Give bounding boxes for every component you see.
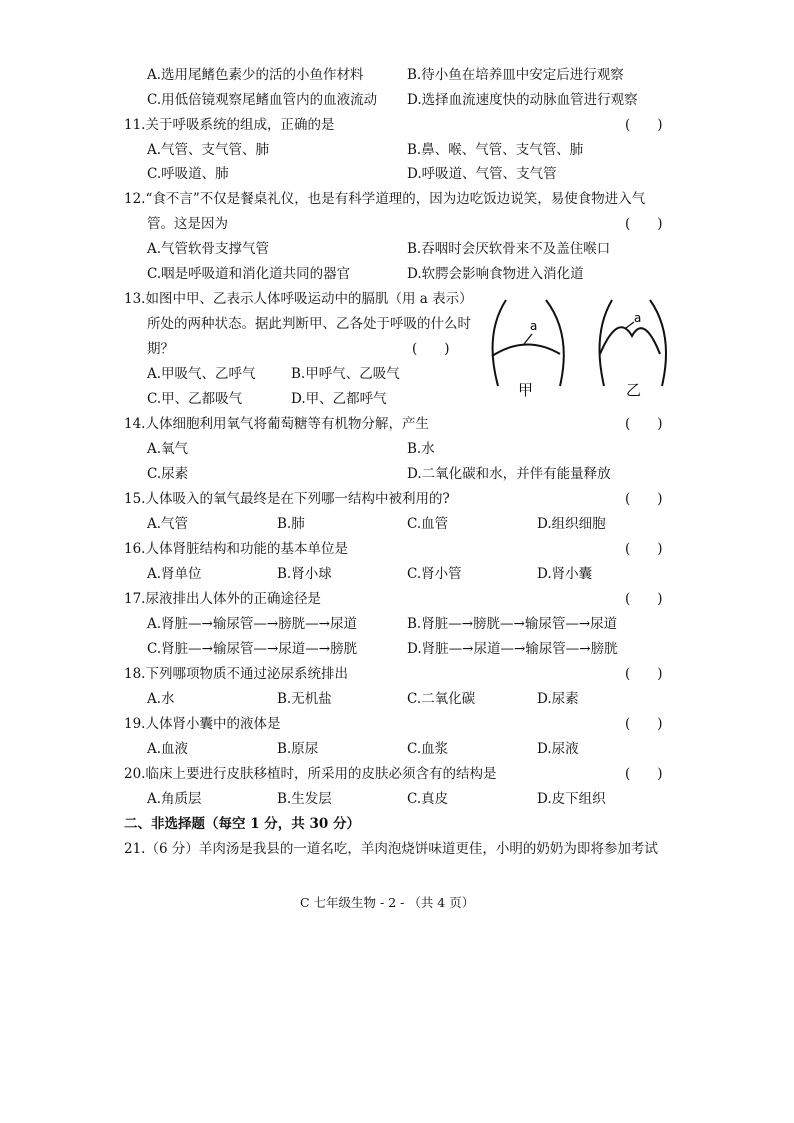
q12-answer-blank: ( ) bbox=[625, 216, 663, 232]
q18-stem: 18.下列哪项物质不通过泌尿系统排出 bbox=[124, 666, 348, 682]
jia-left-rib bbox=[493, 300, 506, 386]
q19-option-d: D.尿液 bbox=[537, 741, 579, 757]
q19-stem: 19.人体肾小囊中的液体是 bbox=[124, 716, 281, 732]
q14-option-c: C.尿素 bbox=[147, 466, 189, 482]
yi-label-a: a bbox=[634, 311, 642, 325]
q17-stem: 17.尿液排出人体外的正确途径是 bbox=[124, 591, 321, 607]
q20-stem: 20.临床上要进行皮肤移植时，所采用的皮肤必须含有的结构是 bbox=[124, 766, 497, 782]
q18-option-a: A.水 bbox=[147, 691, 175, 707]
q18-answer-blank: ( ) bbox=[625, 666, 663, 682]
q19-option-a: A.血液 bbox=[147, 741, 189, 757]
q10-option-c: C.用低倍镜观察尾鳍血管内的血液流动 bbox=[147, 92, 378, 108]
q13-option-c: C.甲、乙都吸气 bbox=[147, 391, 243, 407]
q10-option-b: B.待小鱼在培养皿中安定后进行观察 bbox=[407, 67, 624, 83]
q19-option-c: C.血浆 bbox=[407, 741, 449, 757]
q15-stem: 15.人体吸入的氧气最终是在下列哪一结构中被利用的? bbox=[124, 491, 450, 507]
jia-label: 甲 bbox=[518, 381, 534, 399]
q10-option-a: A.选用尾鳍色素少的活的小鱼作材料 bbox=[147, 67, 364, 83]
q13-option-a: A.甲吸气、乙呼气 bbox=[147, 366, 256, 382]
q12-option-a: A.气管软骨支撑气管 bbox=[147, 241, 270, 257]
yi-diaphragm bbox=[600, 327, 660, 354]
q16-option-d: D.肾小囊 bbox=[537, 566, 593, 582]
q15-option-d: D.组织细胞 bbox=[537, 516, 606, 532]
q13-stem-line1: 13.如图中甲、乙表示人体呼吸运动中的膈肌（用 a 表示） bbox=[124, 291, 473, 307]
q12-option-d: D.软腭会影响食物进入消化道 bbox=[407, 266, 584, 282]
q16-stem: 16.人体肾脏结构和功能的基本单位是 bbox=[124, 541, 348, 557]
q20-option-d: D.皮下组织 bbox=[537, 791, 606, 807]
page-footer: C 七年级生物 - 2 - （共 4 页） bbox=[300, 895, 475, 910]
q12-stem-line2: 管。这是因为 bbox=[147, 216, 228, 232]
q16-option-c: C.肾小管 bbox=[407, 566, 462, 582]
q11-answer-blank: ( ) bbox=[625, 117, 663, 133]
q15-option-c: C.血管 bbox=[407, 516, 449, 532]
q14-option-b: B.水 bbox=[407, 441, 435, 457]
diagram-yi bbox=[600, 300, 667, 399]
q20-option-c: C.真皮 bbox=[407, 791, 449, 807]
diagram-jia bbox=[492, 300, 564, 399]
q11-option-b: B.鼻、喉、气管、支气管、肺 bbox=[407, 142, 584, 158]
q11-option-d: D.呼吸道、气管、支气管 bbox=[407, 166, 557, 182]
q14-stem: 14.人体细胞利用氧气将葡萄糖等有机物分解，产生 bbox=[124, 416, 429, 432]
q15-answer-blank: ( ) bbox=[625, 491, 663, 507]
q17-option-b: B.肾脏—→膀胱—→输尿管—→尿道 bbox=[407, 616, 618, 632]
q20-option-a: A.角质层 bbox=[147, 791, 202, 807]
q19-option-b: B.原尿 bbox=[277, 741, 319, 757]
yi-label: 乙 bbox=[626, 381, 642, 399]
q16-answer-blank: ( ) bbox=[625, 541, 663, 557]
q21-stem: 21.（6 分）羊肉汤是我县的一道名吃，羊肉泡烧饼味道更佳，小明的奶奶为即将参加考试 bbox=[124, 841, 658, 857]
q13-answer-blank: ( ) bbox=[412, 341, 450, 357]
jia-pointer-line bbox=[524, 334, 532, 344]
q13-stem-line2: 所处的两种状态。据此判断甲、乙各处于呼吸的什么时 bbox=[147, 316, 471, 332]
q11-option-c: C.呼吸道、肺 bbox=[147, 166, 229, 182]
q18-option-d: D.尿素 bbox=[537, 691, 579, 707]
jia-label-a: a bbox=[530, 319, 538, 333]
q16-option-a: A.肾单位 bbox=[147, 566, 202, 582]
q19-answer-blank: ( ) bbox=[625, 716, 663, 732]
q18-option-b: B.无机盐 bbox=[277, 691, 332, 707]
yi-right-rib bbox=[650, 300, 666, 386]
q11-option-a: A.气管、支气管、肺 bbox=[147, 142, 270, 158]
q17-option-a: A.肾脏—→输尿管—→膀胱—→尿道 bbox=[147, 616, 357, 632]
q12-option-b: B.吞咽时会厌软骨来不及盖住喉口 bbox=[407, 241, 611, 257]
q14-answer-blank: ( ) bbox=[625, 416, 663, 432]
jia-right-rib bbox=[546, 300, 564, 386]
q20-option-b: B.生发层 bbox=[277, 791, 332, 807]
q13-option-d: D.甲、乙都呼气 bbox=[291, 391, 387, 407]
q17-option-c: C.肾脏—→输尿管—→尿道—→膀胱 bbox=[147, 641, 358, 657]
q12-stem-line1: 12.“食不言”不仅是餐桌礼仪，也是有科学道理的，因为边吃饭边说笑，易使食物进入气 bbox=[124, 191, 646, 207]
q11-stem: 11.关于呼吸系统的组成，正确的是 bbox=[124, 117, 335, 133]
diaphragm-diagram bbox=[484, 294, 674, 404]
q15-option-b: B.肺 bbox=[277, 516, 305, 532]
q16-option-b: B.肾小球 bbox=[277, 566, 332, 582]
q13-stem-line3: 期？ bbox=[147, 341, 174, 357]
q12-option-c: C.咽是呼吸道和消化道共同的器官 bbox=[147, 266, 351, 282]
q17-option-d: D.肾脏—→尿道—→输尿管—→膀胱 bbox=[407, 641, 618, 657]
jia-diaphragm bbox=[492, 344, 560, 356]
q17-answer-blank: ( ) bbox=[625, 591, 663, 607]
section2-title: 二、非选择题（每空 1 分，共 30 分） bbox=[124, 816, 360, 832]
q18-option-c: C.二氧化碳 bbox=[407, 691, 476, 707]
q14-option-a: A.氧气 bbox=[147, 441, 189, 457]
q20-answer-blank: ( ) bbox=[625, 766, 663, 782]
yi-pointer-line bbox=[626, 322, 634, 328]
q10-option-d: D.选择血流速度快的动脉血管进行观察 bbox=[407, 92, 638, 108]
q14-option-d: D.二氧化碳和水，并伴有能量释放 bbox=[407, 466, 611, 482]
q15-option-a: A.气管 bbox=[147, 516, 189, 532]
q13-option-b: B.甲呼气、乙吸气 bbox=[291, 366, 400, 382]
